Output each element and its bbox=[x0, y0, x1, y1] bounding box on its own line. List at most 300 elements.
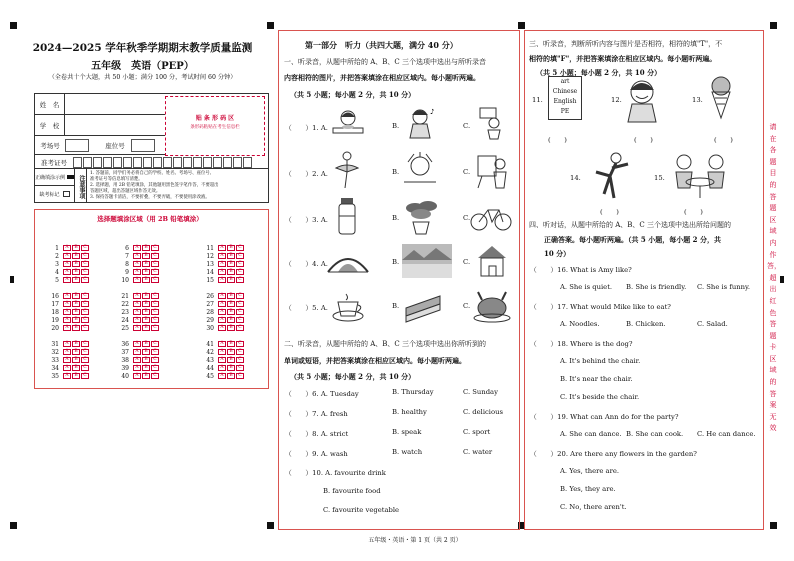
answer-bubble-a[interactable]: A bbox=[63, 317, 71, 323]
answer-bubble-a[interactable]: A bbox=[63, 349, 71, 355]
answer-bubble-b[interactable]: B bbox=[72, 349, 80, 355]
school-label: 学 校 bbox=[35, 115, 65, 135]
answer-bubble-b[interactable]: B bbox=[72, 245, 80, 251]
answer-bubble-a[interactable]: A bbox=[63, 309, 71, 315]
answer-bubble-b[interactable]: B bbox=[142, 261, 150, 267]
q2-picture-c-boy-at-easel bbox=[474, 150, 510, 190]
seat-label: 座位号 bbox=[105, 141, 125, 150]
answer-row bbox=[50, 292, 89, 300]
answer-bubble-b[interactable]: B bbox=[227, 301, 235, 307]
answer-block bbox=[205, 244, 244, 284]
answer-bubble-b[interactable]: B bbox=[72, 325, 80, 331]
answer-block bbox=[120, 292, 159, 332]
question-number: 28 bbox=[206, 308, 214, 316]
answer-block bbox=[120, 340, 159, 380]
q14-label: 14. bbox=[570, 174, 581, 182]
q4-option-b: B. bbox=[392, 258, 400, 266]
question-number: 22 bbox=[121, 300, 129, 308]
answer-bubble-a[interactable]: A bbox=[63, 373, 71, 379]
question-number: 45 bbox=[206, 372, 214, 380]
barcode-title: 贴 条 形 码 区 bbox=[195, 115, 235, 122]
answer-row bbox=[50, 372, 89, 380]
answer-bubble-c[interactable]: C bbox=[236, 253, 244, 259]
question-number: 8 bbox=[125, 260, 129, 268]
answer-bubble-a[interactable]: A bbox=[63, 277, 71, 283]
absent-label: 缺考标记 bbox=[39, 191, 60, 198]
answer-bubble-c[interactable]: C bbox=[236, 261, 244, 267]
q5-picture-c-roast-chicken bbox=[472, 286, 512, 324]
answer-bubble-c[interactable]: C bbox=[81, 277, 89, 283]
answer-bubble-c[interactable]: C bbox=[236, 373, 244, 379]
q18-option-a: A. It's behind the chair. bbox=[560, 357, 641, 365]
answer-bubble-c[interactable]: C bbox=[236, 269, 244, 275]
sec4-intro-line2: 正确答案。每小题听两遍。（共 5 小题，每小题 2 分，共 bbox=[544, 235, 721, 244]
answer-bubble-b[interactable]: B bbox=[142, 373, 150, 379]
answer-bubble-b[interactable]: B bbox=[227, 341, 235, 347]
q6-option-c: C. Sunday bbox=[463, 388, 498, 396]
question-number: 21 bbox=[121, 292, 129, 300]
answer-bubble-c[interactable]: C bbox=[81, 357, 89, 363]
answer-bubble-c[interactable]: C bbox=[81, 349, 89, 355]
question-number: 29 bbox=[206, 316, 214, 324]
notice-label: 注意事项 bbox=[75, 169, 87, 203]
q12-blank[interactable]: ( ) bbox=[634, 136, 653, 144]
answer-bubble-b[interactable]: B bbox=[72, 253, 80, 259]
answer-bubble-b[interactable]: B bbox=[72, 365, 80, 371]
answer-row bbox=[50, 260, 89, 268]
q11-subject-sign: art Chinese English PE bbox=[548, 76, 582, 120]
answer-bubble-c[interactable]: C bbox=[81, 317, 89, 323]
answer-bubble-a[interactable]: A bbox=[218, 365, 226, 371]
answer-bubble-b[interactable]: B bbox=[227, 309, 235, 315]
q3-option-c: C. bbox=[463, 214, 471, 222]
q3-option-b: B. bbox=[392, 214, 400, 222]
q15-picture-kids-at-table bbox=[668, 150, 732, 200]
q4-picture-b-lake bbox=[402, 244, 452, 278]
question-number: 3 bbox=[55, 260, 59, 268]
correct-fill-label: 正确填涂示例 bbox=[35, 174, 66, 181]
answer-bubble-a[interactable]: A bbox=[218, 245, 226, 251]
answer-row bbox=[120, 372, 159, 380]
answer-row bbox=[205, 260, 244, 268]
answer-bubble-b[interactable]: B bbox=[142, 269, 150, 275]
answer-row bbox=[120, 364, 159, 372]
answer-bubble-c[interactable]: C bbox=[236, 317, 244, 323]
answer-block bbox=[50, 244, 89, 284]
answer-bubble-a[interactable]: A bbox=[133, 325, 141, 331]
sec4-intro-line1: 四、听对话，从题中所给的 A、B、C 三个选项中选出所给问题的 bbox=[529, 221, 732, 229]
answer-bubble-a[interactable]: A bbox=[218, 349, 226, 355]
answer-bubble-c[interactable]: C bbox=[81, 245, 89, 251]
answer-bubble-c[interactable]: C bbox=[151, 269, 159, 275]
answer-row bbox=[205, 324, 244, 332]
q20-option-c: C. No, there aren't. bbox=[560, 503, 627, 511]
answer-bubble-c[interactable]: C bbox=[236, 365, 244, 371]
seat-field[interactable] bbox=[131, 139, 155, 152]
answer-bubble-b[interactable]: B bbox=[142, 245, 150, 251]
answer-bubble-c[interactable]: C bbox=[151, 261, 159, 267]
answer-bubble-b[interactable]: B bbox=[227, 317, 235, 323]
answer-bubble-b[interactable]: B bbox=[72, 293, 80, 299]
correct-fill-example bbox=[67, 175, 74, 179]
q2-option-c: C. bbox=[463, 168, 471, 176]
answer-row bbox=[120, 260, 159, 268]
q14-blank[interactable]: ( ) bbox=[600, 208, 619, 216]
q9-label: （ ）9. A. wash bbox=[285, 450, 348, 458]
question-number: 5 bbox=[55, 276, 59, 284]
answer-row bbox=[205, 252, 244, 260]
q6-label: （ ）6. A. Tuesday bbox=[285, 390, 359, 398]
question-number: 41 bbox=[206, 340, 214, 348]
answer-bubble-b[interactable]: B bbox=[227, 365, 235, 371]
answer-bubble-b[interactable]: B bbox=[142, 325, 150, 331]
q2-option-b: B. bbox=[392, 168, 400, 176]
answer-bubble-c[interactable]: C bbox=[236, 357, 244, 363]
answer-bubble-b[interactable]: B bbox=[142, 301, 150, 307]
answer-bubble-a[interactable]: A bbox=[63, 325, 71, 331]
question-number: 42 bbox=[206, 348, 214, 356]
part1-title: 第一部分 听力（共四大题，满分 40 分） bbox=[305, 40, 458, 50]
answer-row bbox=[50, 308, 89, 316]
answer-bubble-b[interactable]: B bbox=[227, 261, 235, 267]
answer-bubble-b[interactable]: B bbox=[72, 261, 80, 267]
answer-bubble-a[interactable]: A bbox=[63, 253, 71, 259]
alignment-marker bbox=[770, 22, 777, 29]
q17-question: （ ）17. What would Mike like to eat? bbox=[530, 303, 671, 311]
answer-bubble-b[interactable]: B bbox=[72, 341, 80, 347]
answer-row bbox=[205, 276, 244, 284]
answer-row bbox=[205, 244, 244, 252]
answer-bubble-c[interactable]: C bbox=[81, 325, 89, 331]
answer-bubble-c[interactable]: C bbox=[236, 277, 244, 283]
answer-row bbox=[120, 308, 159, 316]
answer-bubble-c[interactable]: C bbox=[151, 245, 159, 251]
question-number: 13 bbox=[206, 260, 214, 268]
q7-option-c: C. delicious bbox=[463, 408, 503, 416]
answer-bubble-a[interactable]: A bbox=[133, 253, 141, 259]
q18-question: （ ）18. Where is the dog? bbox=[530, 340, 633, 348]
q20-question: （ ）20. Are there any flowers in the garden? bbox=[530, 450, 697, 458]
answer-bubble-a[interactable]: A bbox=[218, 341, 226, 347]
question-number: 24 bbox=[121, 316, 129, 324]
answer-bubble-b[interactable]: B bbox=[227, 245, 235, 251]
answer-bubble-b[interactable]: B bbox=[72, 373, 80, 379]
answer-bubble-c[interactable]: C bbox=[81, 365, 89, 371]
question-number: 43 bbox=[206, 356, 214, 364]
q4-label: （ ）4. A. bbox=[285, 260, 328, 268]
answer-bubble-a[interactable]: A bbox=[218, 301, 226, 307]
q20-option-b: B. Yes, they are. bbox=[560, 485, 616, 493]
answer-bubble-c[interactable]: C bbox=[236, 349, 244, 355]
student-info-table bbox=[34, 93, 269, 203]
answer-bubble-a[interactable]: A bbox=[133, 309, 141, 315]
q13-blank[interactable]: ( ) bbox=[714, 136, 733, 144]
answer-bubble-a[interactable]: A bbox=[218, 317, 226, 323]
answer-bubble-c[interactable]: C bbox=[81, 341, 89, 347]
question-number: 27 bbox=[206, 300, 214, 308]
answer-bubble-a[interactable]: A bbox=[133, 365, 141, 371]
question-number: 35 bbox=[51, 372, 59, 380]
question-number: 40 bbox=[121, 372, 129, 380]
answer-bubble-c[interactable]: C bbox=[81, 269, 89, 275]
answer-bubble-b[interactable]: B bbox=[227, 325, 235, 331]
answer-bubble-b[interactable]: B bbox=[227, 349, 235, 355]
answer-row bbox=[120, 340, 159, 348]
q1-option-b: B. bbox=[392, 122, 400, 130]
answer-bubble-b[interactable]: B bbox=[227, 269, 235, 275]
answer-bubble-a[interactable]: A bbox=[63, 261, 71, 267]
q8-label: （ ）8. A. strict bbox=[285, 430, 349, 438]
answer-bubble-b[interactable]: B bbox=[72, 317, 80, 323]
q16-option-a: A. She is quiet. bbox=[560, 283, 613, 291]
answer-block bbox=[50, 340, 89, 380]
question-number: 39 bbox=[121, 364, 129, 372]
sec1-intro-line1: 一、听录音，从题中所给的 A、B、C 三个选项中选出与所听录音 bbox=[284, 58, 487, 66]
answer-row bbox=[50, 276, 89, 284]
q5-label: （ ）5. A. bbox=[285, 304, 328, 312]
side-warning: 请在各题目的答题区域内作答，超出红色答题卡区域的答案无效 bbox=[767, 123, 781, 433]
alignment-marker bbox=[267, 22, 274, 29]
answer-bubble-c[interactable]: C bbox=[236, 309, 244, 315]
question-number: 38 bbox=[121, 356, 129, 364]
answer-bubble-c[interactable]: C bbox=[81, 301, 89, 307]
answer-bubble-c[interactable]: C bbox=[236, 293, 244, 299]
answer-bubble-c[interactable]: C bbox=[151, 349, 159, 355]
question-number: 11 bbox=[206, 244, 214, 252]
answer-bubble-c[interactable]: C bbox=[81, 261, 89, 267]
answer-bubble-c[interactable]: C bbox=[236, 325, 244, 331]
answer-bubble-b[interactable]: B bbox=[227, 277, 235, 283]
answer-row bbox=[120, 348, 159, 356]
sec4-intro-line3: 10 分） bbox=[544, 249, 571, 258]
q3-picture-c-bicycle bbox=[470, 200, 512, 232]
answer-bubble-b[interactable]: B bbox=[142, 309, 150, 315]
answer-bubble-a[interactable]: A bbox=[133, 357, 141, 363]
answer-bubble-b[interactable]: B bbox=[227, 373, 235, 379]
question-number: 1 bbox=[55, 244, 59, 252]
answer-bubble-b[interactable]: B bbox=[72, 277, 80, 283]
question-number: 25 bbox=[121, 324, 129, 332]
question-number: 36 bbox=[121, 340, 129, 348]
answer-row bbox=[50, 348, 89, 356]
answer-bubble-b[interactable]: B bbox=[142, 365, 150, 371]
answer-row bbox=[205, 308, 244, 316]
q17-option-b: B. Chicken. bbox=[626, 320, 666, 328]
q6-option-b: B. Thursday bbox=[392, 388, 434, 396]
answer-bubble-b[interactable]: B bbox=[227, 253, 235, 259]
q19-question: （ ）19. What can Ann do for the party? bbox=[530, 413, 679, 421]
answer-bubble-c[interactable]: C bbox=[151, 301, 159, 307]
answer-bubble-a[interactable]: A bbox=[218, 261, 226, 267]
answer-bubble-a[interactable]: A bbox=[63, 357, 71, 363]
answer-bubble-c[interactable]: C bbox=[151, 341, 159, 347]
answer-bubble-a[interactable]: A bbox=[218, 269, 226, 275]
answer-bubble-b[interactable]: B bbox=[72, 301, 80, 307]
q5-picture-b-sandwich bbox=[402, 290, 444, 324]
answer-bubble-a[interactable]: A bbox=[133, 269, 141, 275]
alignment-marker bbox=[267, 522, 274, 529]
answer-bubble-a[interactable]: A bbox=[63, 341, 71, 347]
answer-bubble-b[interactable]: B bbox=[142, 293, 150, 299]
sec1-score: （共 5 小题；每小题 2 分，共 10 分） bbox=[290, 90, 416, 99]
alignment-marker bbox=[10, 22, 17, 29]
answer-bubble-b[interactable]: B bbox=[72, 357, 80, 363]
question-number: 15 bbox=[206, 276, 214, 284]
answer-bubble-c[interactable]: C bbox=[151, 365, 159, 371]
answer-bubble-a[interactable]: A bbox=[218, 357, 226, 363]
q19-option-b: B. She can cook. bbox=[626, 430, 684, 438]
answer-bubble-a[interactable]: A bbox=[63, 269, 71, 275]
svg-text:♪: ♪ bbox=[430, 108, 435, 116]
answer-bubble-a[interactable]: A bbox=[218, 253, 226, 259]
answer-row bbox=[120, 292, 159, 300]
q5-option-b: B. bbox=[392, 302, 400, 310]
answer-bubble-c[interactable]: C bbox=[81, 253, 89, 259]
answer-bubble-c[interactable]: C bbox=[236, 301, 244, 307]
answer-bubble-b[interactable]: B bbox=[142, 349, 150, 355]
q3-picture-a-thermos bbox=[336, 196, 358, 236]
q15-label: 15. bbox=[654, 174, 665, 182]
answer-bubble-c[interactable]: C bbox=[151, 253, 159, 259]
answer-bubble-b[interactable]: B bbox=[72, 309, 80, 315]
answer-row bbox=[120, 244, 159, 252]
exam-room-field[interactable] bbox=[65, 139, 89, 152]
answer-bubble-c[interactable]: C bbox=[151, 373, 159, 379]
q11-blank[interactable]: ( ) bbox=[548, 136, 567, 144]
question-number: 9 bbox=[125, 268, 129, 276]
notice-text: 1. 答题前，同学们务必将自己的学校、姓名、考场号、座位号、 准考证号等信息填写清楚。 2. 选择题，用 2B 铅笔填涂，其他题用黑色签字笔作答，不要超出 答题区域，超出答题区域作答无效。 3. 保持答题卡清洁，不要折叠，不要弄破，不要使用涂改液。 bbox=[90, 171, 219, 200]
q16-option-b: B. She is friendly. bbox=[626, 283, 687, 291]
answer-bubble-b[interactable]: B bbox=[72, 269, 80, 275]
answer-row bbox=[50, 324, 89, 332]
answer-bubble-a[interactable]: A bbox=[218, 373, 226, 379]
answer-bubble-b[interactable]: B bbox=[142, 317, 150, 323]
q8-option-c: C. sport bbox=[463, 428, 491, 436]
question-number: 32 bbox=[51, 348, 59, 356]
answer-bubble-a[interactable]: A bbox=[63, 293, 71, 299]
q4-picture-c-house bbox=[474, 244, 510, 278]
alignment-marker bbox=[10, 522, 17, 529]
exam-note: （全卷共十个大题，共 50 小题；满分 100 分，考试时间 60 分钟） bbox=[48, 74, 237, 81]
q11-label: 11. bbox=[532, 96, 543, 104]
answer-bubble-c[interactable]: C bbox=[151, 309, 159, 315]
school-field[interactable] bbox=[65, 115, 165, 135]
q2-picture-a-ballet-dancer bbox=[332, 150, 362, 190]
answer-bubble-c[interactable]: C bbox=[236, 245, 244, 251]
sec1-intro-line2: 内容相符的图片，并把答案填涂在相应区域内。每小题听两遍。 bbox=[284, 73, 480, 82]
answer-row bbox=[50, 268, 89, 276]
answer-bubble-b[interactable]: B bbox=[142, 357, 150, 363]
absent-box[interactable] bbox=[63, 191, 70, 197]
answer-bubble-b[interactable]: B bbox=[142, 341, 150, 347]
ticket-cells[interactable] bbox=[73, 157, 253, 168]
answer-bubble-b[interactable]: B bbox=[227, 357, 235, 363]
answer-bubble-a[interactable]: A bbox=[133, 301, 141, 307]
answer-bubble-a[interactable]: A bbox=[133, 293, 141, 299]
answer-bubble-a[interactable]: A bbox=[218, 309, 226, 315]
answer-row bbox=[120, 356, 159, 364]
answer-row bbox=[205, 300, 244, 308]
answer-bubble-a[interactable]: A bbox=[133, 349, 141, 355]
q13-picture-ice-cream bbox=[706, 74, 736, 120]
answer-bubble-a[interactable]: A bbox=[133, 317, 141, 323]
answer-bubble-c[interactable]: C bbox=[81, 293, 89, 299]
answer-bubble-a[interactable]: A bbox=[133, 277, 141, 283]
alignment-marker bbox=[518, 22, 525, 29]
answer-bubble-c[interactable]: C bbox=[151, 357, 159, 363]
q19-option-c: C. He can dance. bbox=[697, 430, 756, 438]
answer-bubble-a[interactable]: A bbox=[218, 325, 226, 331]
q12-picture-smiling-girl bbox=[622, 76, 662, 124]
answer-bubble-a[interactable]: A bbox=[218, 293, 226, 299]
q12-label: 12. bbox=[611, 96, 622, 104]
answer-bubble-c[interactable]: C bbox=[151, 277, 159, 283]
answer-bubble-a[interactable]: A bbox=[133, 341, 141, 347]
answer-bubble-c[interactable]: C bbox=[81, 309, 89, 315]
answer-row bbox=[120, 316, 159, 324]
sec3-intro-line2: 相符的填"F"，并把答案填涂在相应区域内。每小题听两遍。 bbox=[529, 54, 717, 63]
name-field[interactable] bbox=[65, 94, 165, 114]
question-number: 10 bbox=[121, 276, 129, 284]
question-number: 14 bbox=[206, 268, 214, 276]
answer-bubble-c[interactable]: C bbox=[151, 325, 159, 331]
answer-bubble-a[interactable]: A bbox=[133, 245, 141, 251]
q15-blank[interactable]: ( ) bbox=[684, 208, 703, 216]
answer-bubble-a[interactable]: A bbox=[63, 365, 71, 371]
answer-bubble-b[interactable]: B bbox=[227, 293, 235, 299]
answer-bubble-c[interactable]: C bbox=[236, 341, 244, 347]
answer-bubble-a[interactable]: A bbox=[63, 301, 71, 307]
q8-option-b: B. speak bbox=[392, 428, 422, 436]
answer-bubble-b[interactable]: B bbox=[142, 253, 150, 259]
answer-bubble-a[interactable]: A bbox=[133, 373, 141, 379]
question-number: 34 bbox=[51, 364, 59, 372]
question-number: 37 bbox=[121, 348, 129, 356]
q5-option-c: C. bbox=[463, 302, 471, 310]
answer-bubble-a[interactable]: A bbox=[133, 261, 141, 267]
q7-label: （ ）7. A. fresh bbox=[285, 410, 348, 418]
q16-option-c: C. She is funny. bbox=[697, 283, 751, 291]
answer-bubble-a[interactable]: A bbox=[63, 245, 71, 251]
sec2-intro-line2: 单词或短语，并把答案填涂在相应区域内。每小题听两遍。 bbox=[284, 356, 466, 365]
q4-option-c: C. bbox=[463, 258, 471, 266]
answer-row bbox=[120, 268, 159, 276]
answer-bubble-c[interactable]: C bbox=[151, 293, 159, 299]
q20-option-a: A. Yes, there are. bbox=[560, 467, 620, 475]
answer-row bbox=[120, 300, 159, 308]
question-number: 33 bbox=[51, 356, 59, 364]
question-number: 44 bbox=[206, 364, 214, 372]
answer-bubble-c[interactable]: C bbox=[81, 373, 89, 379]
q18-option-b: B. It's near the chair. bbox=[560, 375, 633, 383]
question-number: 18 bbox=[51, 308, 59, 316]
q17-option-a: A. Noodles. bbox=[560, 320, 600, 328]
sec3-score: （共 5 小题；每小题 2 分，共 10 分） bbox=[536, 68, 662, 77]
q1-picture-c-boy-with-sign bbox=[474, 106, 508, 140]
answer-bubble-a[interactable]: A bbox=[218, 277, 226, 283]
barcode-area bbox=[165, 96, 265, 156]
alignment-marker bbox=[10, 276, 14, 283]
question-number: 6 bbox=[125, 244, 129, 252]
answer-bubble-b[interactable]: B bbox=[142, 277, 150, 283]
answer-bubble-c[interactable]: C bbox=[151, 317, 159, 323]
sec3-intro-line1: 三、听录音，判断所听内容与图片是否相符，相符的填"T"，不 bbox=[529, 40, 723, 48]
alignment-marker bbox=[770, 522, 777, 529]
answer-row bbox=[205, 268, 244, 276]
q18-option-c: C. It's beside the chair. bbox=[560, 393, 640, 401]
q13-label: 13. bbox=[692, 96, 703, 104]
question-number: 17 bbox=[51, 300, 59, 308]
